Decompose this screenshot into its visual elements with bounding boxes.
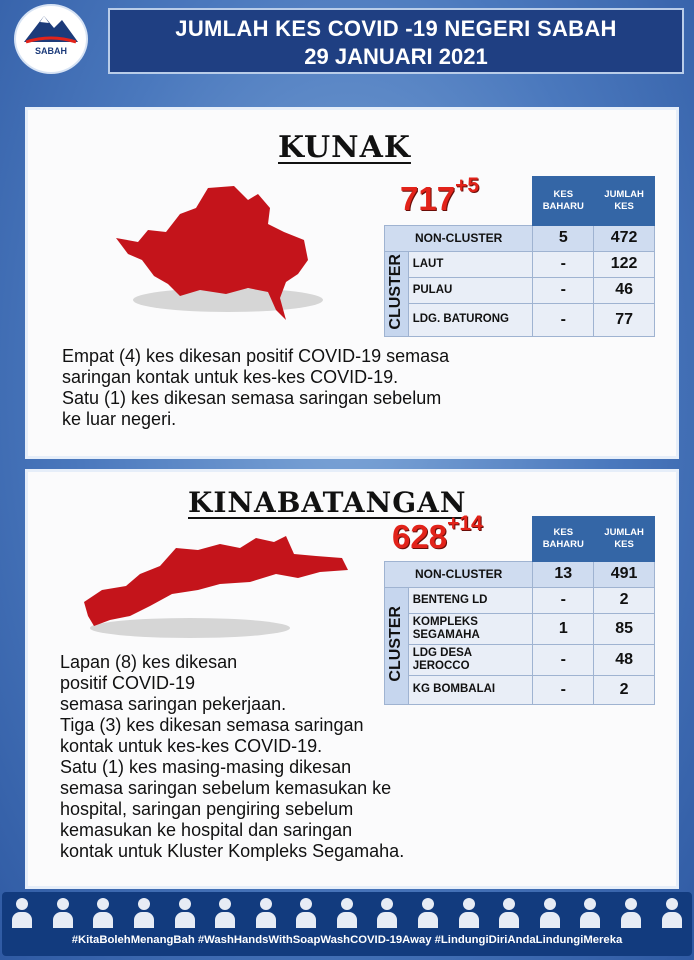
- title-banner: [108, 8, 684, 74]
- district-title: KUNAK: [278, 130, 411, 165]
- total-value: 491: [594, 561, 655, 587]
- total-value: 122: [594, 251, 655, 277]
- new-value: 5: [533, 225, 594, 251]
- person-icon: [578, 896, 602, 928]
- kinabatangan-description: [60, 652, 404, 862]
- page-date: 29 JANUARI 2021: [304, 44, 488, 69]
- text-line: hospital, saringan pengiring sebelum: [60, 799, 354, 819]
- table-row: [385, 613, 655, 644]
- table-row: [385, 277, 655, 303]
- person-icon: [91, 896, 115, 928]
- new-value: -: [533, 303, 594, 336]
- kinabatangan-map-icon: [80, 532, 360, 642]
- text-line: kemasukan ke hospital dan saringan: [60, 820, 353, 840]
- text-line: saringan kontak untuk kes-kes COVID-19.: [62, 367, 399, 387]
- total-value: 48: [594, 644, 655, 675]
- kunak-case-table: [384, 176, 655, 337]
- total-count: 628: [392, 518, 448, 555]
- person-icon: [660, 896, 684, 928]
- new-value: 1: [533, 613, 594, 644]
- total-value: 2: [594, 587, 655, 613]
- text-line: semasa saringan sebelum kemasukan ke: [60, 778, 392, 798]
- table-row: [385, 561, 655, 587]
- person-icon: [254, 896, 278, 928]
- total-value: 85: [594, 613, 655, 644]
- text-line: kontak untuk Kluster Kompleks Segamaha.: [60, 841, 405, 861]
- row-label: LDG DESA JEROCCO: [408, 644, 533, 675]
- kinabatangan-panel: [28, 472, 676, 886]
- table-row: [385, 644, 655, 675]
- total-count: 717: [400, 180, 456, 217]
- person-icon: [457, 896, 481, 928]
- text-line: Empat (4) kes dikesan positif COVID-19 semasa: [62, 346, 450, 366]
- new-value: 13: [533, 561, 594, 587]
- person-icon: [416, 896, 440, 928]
- total-value: 2: [594, 675, 655, 704]
- person-icon: [335, 896, 359, 928]
- hashtags: #KitaBolehMenangBah #WashHandsWithSoapWashCOVID-19Away #LindungiDiriAndaLindungiMereka: [71, 934, 623, 946]
- row-label: KOMPLEKS SEGAMAHA: [408, 613, 533, 644]
- row-label: KG BOMBALAI: [408, 675, 533, 704]
- col-new-cases: KES BAHARU: [533, 177, 594, 226]
- kinabatangan-case-table: [384, 516, 655, 705]
- total-value: 46: [594, 277, 655, 303]
- table-row: [385, 225, 655, 251]
- text-line: Satu (1) kes masing-masing dikesan: [60, 757, 352, 777]
- new-value: -: [533, 587, 594, 613]
- new-count: +5: [455, 174, 480, 197]
- text-line: positif COVID-19: [60, 673, 196, 693]
- person-icon: [132, 896, 156, 928]
- total-value: 472: [594, 225, 655, 251]
- person-icon: [497, 896, 521, 928]
- col-total-cases: JUMLAH KES: [594, 177, 655, 226]
- text-line: kontak untuk kes-kes COVID-19.: [60, 736, 323, 756]
- new-value: -: [533, 251, 594, 277]
- text-line: ke luar negeri.: [62, 409, 177, 429]
- text-line: Satu (1) kes dikesan semasa saringan sebelum: [62, 388, 442, 408]
- text-line: Lapan (8) kes dikesan: [60, 652, 238, 672]
- mountain-icon: [16, 6, 86, 46]
- col-total-cases: JUMLAH KES: [594, 517, 655, 562]
- logo-label: SABAH: [34, 46, 67, 56]
- new-value: -: [533, 675, 594, 704]
- frontliner-banner: [2, 892, 692, 956]
- sabah-logo: [14, 4, 88, 74]
- page-title: JUMLAH KES COVID -19 NEGERI SABAH: [175, 16, 617, 41]
- person-icon: [375, 896, 399, 928]
- cluster-label-text: CLUSTER: [387, 254, 405, 330]
- person-icon: [294, 896, 318, 928]
- person-icon: [51, 896, 75, 928]
- row-label: PULAU: [408, 277, 533, 303]
- table-row: [385, 303, 655, 336]
- new-value: -: [533, 644, 594, 675]
- kunak-description: [62, 346, 449, 430]
- row-label: NON-CLUSTER: [385, 561, 533, 587]
- row-label: LAUT: [408, 251, 533, 277]
- table-row: [385, 587, 655, 613]
- frontliner-figures: [2, 896, 692, 930]
- person-icon: [619, 896, 643, 928]
- new-count: +14: [447, 512, 483, 535]
- new-value: -: [533, 277, 594, 303]
- row-label: BENTENG LD: [408, 587, 533, 613]
- table-row: [385, 675, 655, 704]
- col-new-cases: KES BAHARU: [533, 517, 594, 562]
- text-line: Tiga (3) kes dikesan semasa saringan: [60, 715, 364, 735]
- person-icon: [173, 896, 197, 928]
- table-row: [385, 251, 655, 277]
- text-line: semasa saringan pekerjaan.: [60, 694, 287, 714]
- person-icon: [10, 896, 34, 928]
- cluster-label-text: CLUSTER: [387, 606, 405, 682]
- cluster-label: [385, 251, 409, 336]
- total-value: 77: [594, 303, 655, 336]
- kunak-panel: [28, 110, 676, 456]
- district-title: KINABATANGAN: [188, 486, 467, 519]
- person-icon: [538, 896, 562, 928]
- kunak-map-icon: [108, 180, 338, 330]
- person-icon: [213, 896, 237, 928]
- row-label: LDG. BATURONG: [408, 303, 533, 336]
- row-label: NON-CLUSTER: [385, 225, 533, 251]
